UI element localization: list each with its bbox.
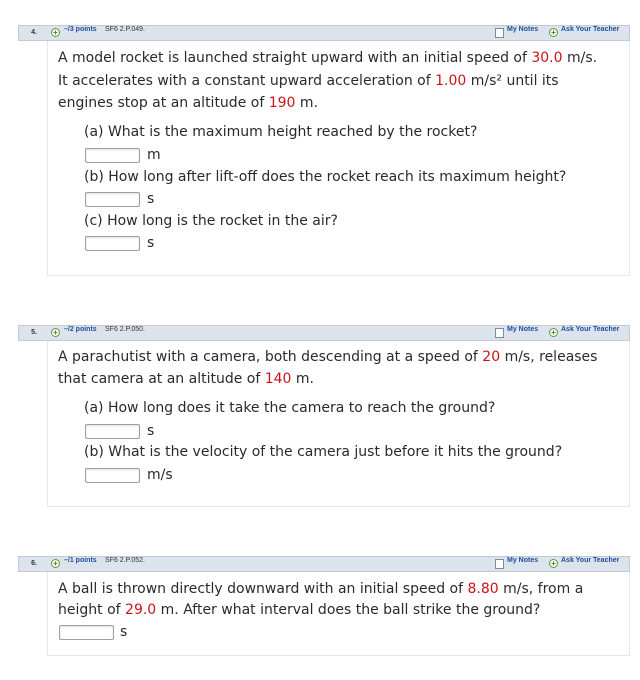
my-notes-link[interactable]: My Notes — [507, 557, 539, 564]
question-text-line: that camera at an altitude of 140 m. — [58, 371, 314, 387]
unit-label: s — [147, 191, 155, 207]
ask-your-teacher-link[interactable]: Ask Your Teacher — [561, 326, 620, 333]
ask-your-teacher-link[interactable]: Ask Your Teacher — [561, 26, 620, 33]
unit-label: m/s — [147, 467, 173, 483]
question-header — [18, 556, 630, 572]
notes-checkbox-icon[interactable] — [495, 559, 504, 569]
points-label: –/3 points — [64, 26, 97, 33]
answer-a-input[interactable] — [85, 148, 140, 163]
question-number: 5. — [31, 329, 37, 336]
question-text-line: height of 29.0 m. After what interval does the ball strike the ground? — [58, 602, 541, 618]
question-header — [18, 25, 630, 41]
question-id: SF6 2.P.049. — [105, 26, 145, 33]
ask-teacher-plus-icon[interactable]: + — [549, 559, 558, 568]
ask-teacher-plus-icon[interactable]: + — [549, 28, 558, 37]
plus-circle-icon[interactable]: + — [51, 28, 60, 37]
points-label: –/2 points — [64, 326, 97, 333]
unit-label: s — [147, 235, 155, 251]
unit-label: s — [120, 624, 128, 640]
question-text-line: A model rocket is launched straight upward with an initial speed of 30.0 m/s. — [58, 50, 598, 66]
question-id: SF6 2.P.052. — [105, 557, 145, 564]
part-a-prompt: (a) What is the maximum height reached by the rocket? — [84, 124, 478, 140]
question-number: 6. — [31, 560, 37, 567]
question-number: 4. — [31, 29, 37, 36]
question-text-line: It accelerates with a constant upward acceleration of 1.00 m/s² until its — [58, 73, 559, 89]
answer-a-input[interactable] — [85, 424, 140, 439]
unit-label: s — [147, 423, 155, 439]
plus-circle-icon[interactable]: + — [51, 328, 60, 337]
part-c-prompt: (c) How long is the rocket in the air? — [84, 213, 338, 229]
plus-circle-icon[interactable]: + — [51, 559, 60, 568]
my-notes-link[interactable]: My Notes — [507, 26, 539, 33]
answer-b-input[interactable] — [85, 192, 140, 207]
question-id: SF6 2.P.050. — [105, 326, 145, 333]
question-text-line: A ball is thrown directly downward with an initial speed of 8.80 m/s, from a — [58, 581, 584, 597]
unit-label: m — [147, 147, 161, 163]
notes-checkbox-icon[interactable] — [495, 28, 504, 38]
ask-teacher-plus-icon[interactable]: + — [549, 328, 558, 337]
answer-input[interactable] — [59, 625, 114, 640]
question-text-line: A parachutist with a camera, both descending at a speed of 20 m/s, releases — [58, 349, 598, 365]
part-a-prompt: (a) How long does it take the camera to reach the ground? — [84, 400, 496, 416]
question-header — [18, 325, 630, 341]
answer-b-input[interactable] — [85, 468, 140, 483]
my-notes-link[interactable]: My Notes — [507, 326, 539, 333]
question-text-line: engines stop at an altitude of 190 m. — [58, 95, 318, 111]
ask-your-teacher-link[interactable]: Ask Your Teacher — [561, 557, 620, 564]
points-label: –/1 points — [64, 557, 97, 564]
answer-c-input[interactable] — [85, 236, 140, 251]
part-b-prompt: (b) How long after lift-off does the rocket reach its maximum height? — [84, 169, 567, 185]
part-b-prompt: (b) What is the velocity of the camera just before it hits the ground? — [84, 444, 563, 460]
notes-checkbox-icon[interactable] — [495, 328, 504, 338]
